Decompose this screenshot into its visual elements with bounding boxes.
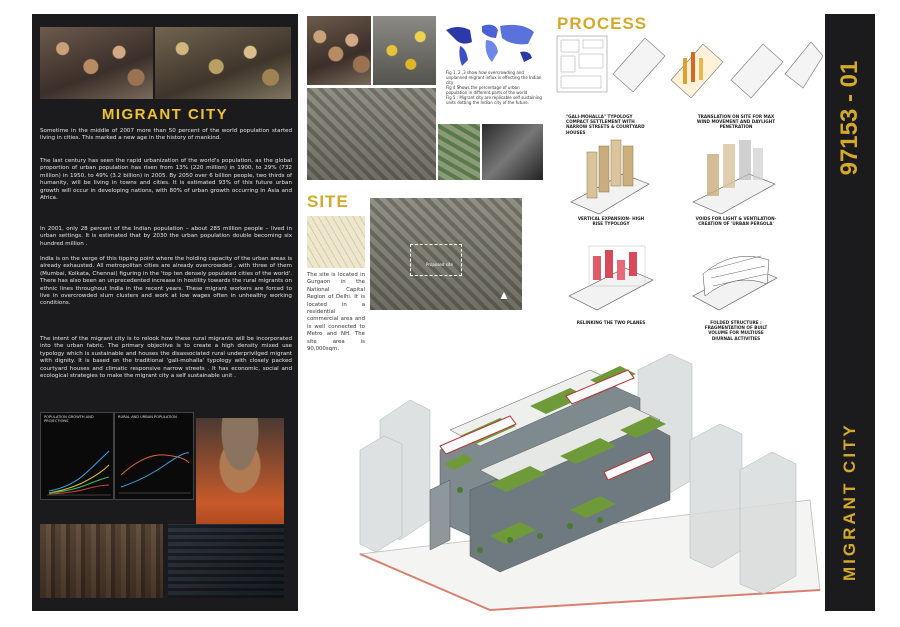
- process-caption-5: RELINKING THE TWO PLANES: [576, 320, 646, 325]
- migrant-city-render: [340, 340, 822, 620]
- chart-title: POPULATION GROWTH AND PROJECTIONS: [44, 415, 94, 424]
- site-map-label: Proposed site: [426, 262, 453, 267]
- process-caption-3: VERTICAL EXPANSION- HIGH RISE TYPOLOGY: [577, 216, 645, 227]
- process-diagrams: [553, 34, 823, 324]
- fig-render-2: [482, 124, 543, 180]
- process-caption-4: VOIDS FOR LIGHT & VENTILATION- CREATION OF 'URBAN PERGOLA': [695, 216, 777, 227]
- migrant-woman-photo: [196, 418, 284, 524]
- process-heading: PROCESS: [557, 14, 648, 33]
- panel-title: MIGRANT CITY: [101, 106, 229, 123]
- site-satellite-photo: [370, 198, 522, 310]
- project-title-vertical: MIGRANT CITY: [840, 422, 859, 581]
- population-chart: [40, 412, 114, 500]
- site-boundary: [410, 244, 462, 276]
- crowd-photo-2: [155, 27, 291, 99]
- chart-title: RURAL AND URBAN POPULATION: [118, 415, 177, 419]
- intent-paragraph: The intent of the migrant city is to relook how these rural migrants will be incorporated into the urban fabric. The primary objective is to create a high density mixed use typology which is sustainable and houses the disassociated rural underprivilged migrant with dignity. It is based on the traditional 'gali-mohalla' typology with closely packed courtyard houses and climatic responsive narrow streets . It has economic, social and ecological strategies to make the migrant city a self sustainable unit .: [40, 336, 292, 380]
- rural-urban-chart-graphic: [115, 413, 193, 499]
- process-step-6-graphic: [693, 256, 777, 310]
- north-arrow-icon: ▲: [498, 288, 510, 302]
- site-description: The site is located in Gurgaon in the National Capital Region of Delhi. It is located in a residential commercial area and is well connected to Metro and NH. The site area is 90,000sqm.: [307, 272, 365, 353]
- process-caption-2: TRANSLATION ON SITE FOR MAX WIND MOVEMENT AND DAYLIGHT PENETRATION: [696, 114, 776, 130]
- project-number: 97153 - 01: [836, 60, 863, 176]
- intro-paragraph: Sometime in the middle of 2007 more than 50 percent of the world population started living in cities. This marked a new age in the history of mankind.: [40, 128, 292, 142]
- world-map: [438, 16, 543, 72]
- process-step-4-graphic: [693, 140, 775, 214]
- slum-aerial-photo: [40, 524, 163, 598]
- process-step-1-graphic: [557, 36, 607, 92]
- india-paragraph: In 2001, only 28 percent of the Indian population – about 285 million people – lived in urban settings. It is estimated that by 2030 the urban population double becoming six hundred million .: [40, 226, 292, 247]
- crowd-photo-3: [307, 16, 371, 85]
- process-step-3-graphic: [571, 140, 649, 214]
- rural-urban-chart: [114, 412, 194, 500]
- site-heading: SITE: [307, 192, 349, 211]
- crowd-photo: [40, 27, 153, 99]
- aerial-slum-photo: [307, 88, 436, 180]
- urbanization-paragraph: The last century has seen the rapid urbanization of the world's population, as the global proportion of urban population has risen from 13% (220 million) in 1900, to 29% (732 million) in 1950, to 49% (3.2 billion) in 2005. By 2050 over 6 billion people, two thirds of humanity, will be living in towns and cities. It is estimated 93% of this future urban growth will occur in developing nations, with 80% of urban growth occurring in Asia and Africa.: [40, 158, 292, 202]
- process-step-2-graphic: [613, 38, 823, 98]
- figure-caption: Fig 1, 2 ,3 show how overcrowding and unplanned migrant influx is effecting the Indian city Fig 4 Shows the percentage of urban population in different parts of the world Fig 5 : Migrant city are replicable self sustaining units dotting the Indian city of the future.: [446, 70, 542, 105]
- fig-render-1: [438, 124, 480, 180]
- world-map-graphic: [438, 16, 543, 72]
- site-location-map: [307, 216, 365, 268]
- render-photo: [168, 524, 284, 598]
- process-caption-6: FOLDED STRUCTURE : FRAGMENTATION OF BUILT VOLUME FOR MULTIUSE DIURNAL ACTIVITIES: [704, 320, 768, 341]
- population-chart-graphic: [41, 413, 113, 499]
- process-caption-1: "GALI-MOHALLA" TYPOLOGY COMPACT SETTLEMENT WITH NARROW STREETS & COURTYARD HOUSES: [566, 114, 645, 135]
- tipping-paragraph: India is on the verge of this tipping point where the holding capacity of the urban areas is already exhausted. All metropolitan cities are already overcrowded , with three of them (Mumbai, Kolkata, Chennai) figuring in the 'top ten densely populated cities of the world'. There has also been an unprecedented increase in hostility towards the rural migrants on ethnic lines throughout India in the recent years. These migrant workers are forced to live in overcrowded slum clusters and work at low wages often in unhealthy working conditions.: [40, 256, 292, 307]
- traffic-photo: [373, 16, 436, 85]
- process-step-5-graphic: [569, 246, 653, 310]
